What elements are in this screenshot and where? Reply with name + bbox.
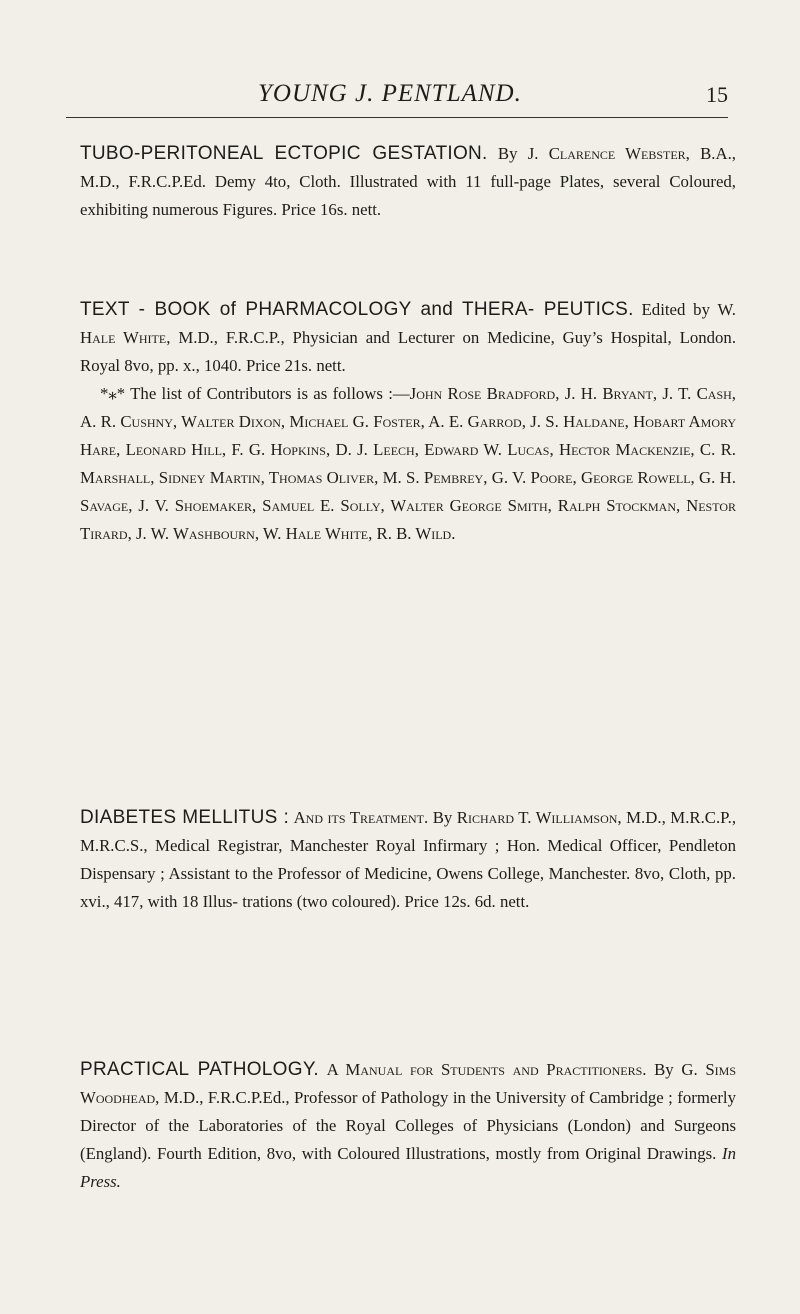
book-entry-diabetes	[80, 804, 736, 916]
running-title: YOUNG J. PENTLAND.	[258, 80, 522, 107]
entry-by: By J.	[497, 144, 539, 163]
entry-title: PRACTICAL PATHOLOGY.	[80, 1059, 319, 1080]
contributors-list: John Rose Bradford, J. H. Bryant, J. T. Cash, A. R. Cushny, Walter Dixon, Michael G. Foster, A. E. Garrod, J. S. Haldane, Hobart Amory Hare, Leonard Hill, F. G. Hopkins, D. J. Leech, Edward W. Lucas, Hector Mackenzie, C. R. Marshall, Sidney Martin, Thomas Oliver, M. S. Pembrey, G. V. Poore, George Rowell, G. H. Savage, J. V. Shoemaker, Samuel E. Solly, Walter George Smith, Ralph Stockman, Nestor Tirard, J. W. Washbourn, W. Hale White, R. B. Wild.	[80, 384, 736, 543]
note-asterism: *⁎*	[100, 384, 126, 403]
entry-description: B.A., M.D., F.R.C.P.Ed. Demy 4to, Cloth. Illustrated with 11 full-page Plates, several Coloured, exhibiting numerous Figures. Price 16s. nett.	[80, 144, 737, 219]
contributors-note	[80, 380, 736, 548]
page-header	[66, 80, 728, 112]
entry-text	[80, 140, 736, 224]
entry-author: Clarence Webster,	[548, 144, 690, 163]
entry-author: G. Sims Woodhead,	[80, 1060, 736, 1107]
note-intro: The list of Contributors is as follows :—	[130, 384, 410, 403]
entry-by: By	[432, 808, 453, 827]
entry-subtitle: And its Treatment.	[293, 808, 429, 827]
entry-description: M.D., F.R.C.P.Ed., Professor of Pathology in the University of Cambridge ; formerly Director of the Laboratories of the Royal Colleges of Physicians (London) and Surgeons (England). Fourth Edition, 8vo, with Coloured Illustrations, mostly from Original Drawings.	[80, 1088, 736, 1163]
book-entry-pharmacology	[80, 296, 736, 548]
entry-author: Hale White,	[80, 328, 171, 347]
header-rule	[66, 117, 728, 118]
entry-description: M.D., M.R.C.P., M.R.C.S., Medical Registrar, Manchester Royal Infirmary ; Hon. Medical Officer, Pendleton Dispensary ; Assistant to the Professor of Medicine, Owens College, Manchester. 8vo, Cloth, pp. xvi., 417, with 18 Illus- trations (two coloured). Price 12s. 6d. nett.	[80, 808, 737, 911]
entry-by: By	[654, 1060, 674, 1079]
entry-description: M.D., F.R.C.P., Physician and Lecturer on Medicine, Guy’s Hospital, London. Royal 8vo, pp. x., 1040. Price 21s. nett.	[80, 328, 737, 375]
entry-subtitle: A Manual for Students and Practitioners.	[326, 1060, 647, 1079]
entry-author: Richard T. Williamson,	[456, 808, 622, 827]
entry-title: TEXT - BOOK of PHARMACOLOGY and THERA- PEUTICS.	[80, 299, 634, 320]
book-entry-practical-pathology	[80, 1056, 736, 1196]
book-entry-tubo-peritoneal	[80, 140, 736, 224]
entry-title: DIABETES MELLITUS :	[80, 807, 290, 828]
entry-text	[80, 1056, 736, 1196]
entry-text	[80, 296, 736, 380]
entry-text	[80, 804, 736, 916]
page-number: 15	[706, 82, 728, 107]
entry-status: In Press.	[80, 1144, 736, 1191]
entry-editor-prefix: Edited by W.	[641, 300, 736, 319]
entry-title: TUBO-PERITONEAL ECTOPIC GESTATION.	[80, 143, 488, 164]
